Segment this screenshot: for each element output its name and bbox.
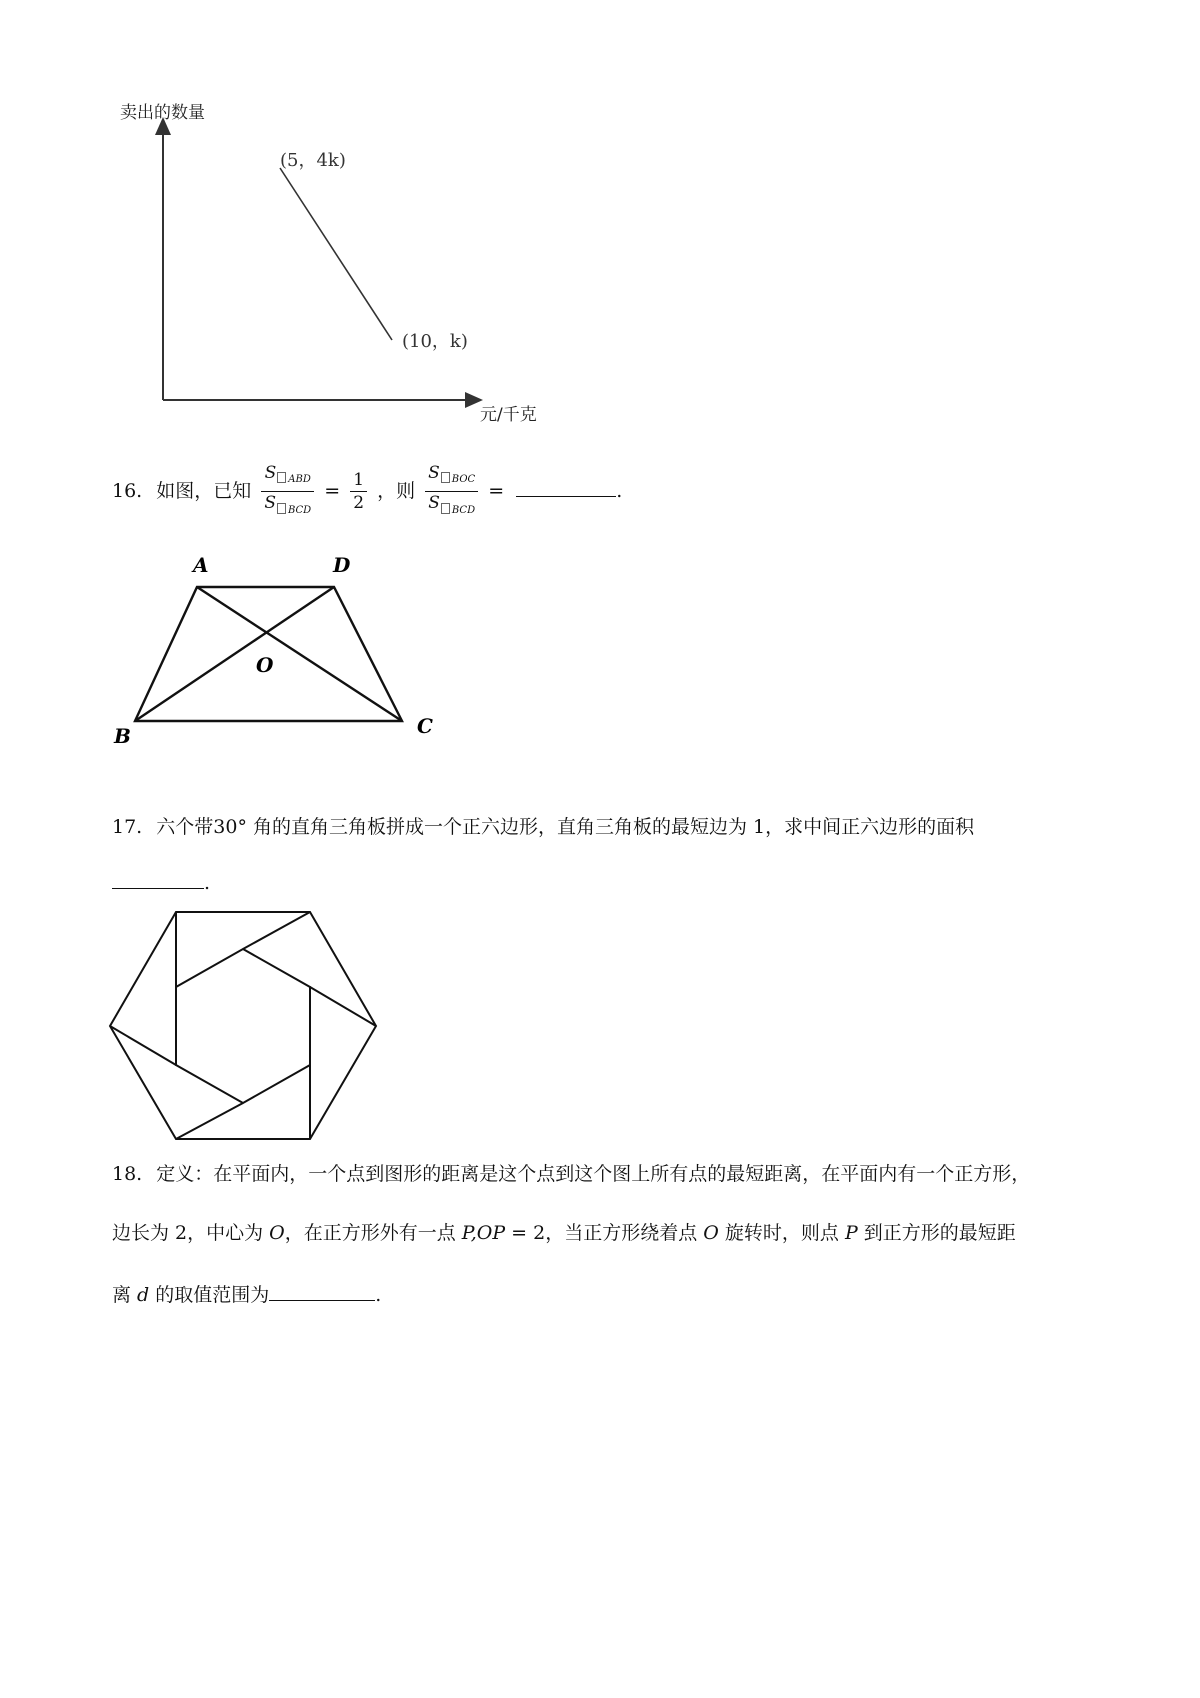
q17-number: 17. <box>112 816 143 838</box>
question-17 <box>112 818 974 837</box>
outer-hexagon <box>110 912 376 1139</box>
hexagon-figure <box>100 900 390 1150</box>
question-16: 16. 如图，已知 $\frac{S _{ABD}}{S _{BCD}}$ = $\frac{1}{2}$ ，则 $\frac{S _{BOC}}{S _{BCD}}$ = . <box>112 462 622 522</box>
point-start-label: (5，4k) <box>280 150 346 171</box>
question-18-line-1: 18. 定义：在平面内，一个点到图形的距离是这个点到这个图上所有点的最短距离，在平面内有一个正方形， <box>112 1163 1031 1185</box>
label-b: B <box>114 724 131 745</box>
diagonal-ac <box>197 587 402 721</box>
q18-answer-blank[interactable] <box>269 1282 375 1301</box>
tri-line-6 <box>110 1026 176 1065</box>
question-18-line-2: 边长为 2，中心为 O，在正方形外有一点 P,OP = 2，当正方形绕着点 O 旋转时，则点 P 到正方形的最短距 <box>112 1222 1016 1244</box>
trapezoid-figure <box>100 545 440 745</box>
demand-line <box>280 168 392 340</box>
q18-number: 18. <box>112 1163 143 1185</box>
tri-line-2 <box>243 912 310 949</box>
x-axis-label: 元/千克 <box>480 405 537 425</box>
label-c: C <box>417 714 433 738</box>
label-d: D <box>333 553 351 577</box>
q16-number: 16. <box>112 479 143 502</box>
tri-line-3 <box>310 987 376 1026</box>
y-axis-label: 卖出的数量 <box>120 103 205 123</box>
q16-fraction-2: $\frac{S _{BOC}}{S _{BCD}}$ <box>425 462 478 522</box>
tri-line-5 <box>176 1103 243 1139</box>
label-a: A <box>193 553 209 577</box>
q16-text-before: 如图，已知 <box>156 479 252 502</box>
inner-hexagon <box>176 949 310 1103</box>
q16-answer-blank[interactable] <box>516 478 616 497</box>
q17-answer-blank[interactable] <box>112 870 204 889</box>
q16-fraction-half: $\frac{1}{2}$ <box>350 469 367 514</box>
question-18-line-3: 离 d 的取值范围为 . <box>112 1284 382 1306</box>
q17-answer-line: . <box>112 870 210 893</box>
q17-text: 六个带30° 角的直角三角板拼成一个正六边形，直角三角板的最短边为 1，求中间正六边形的面积 <box>156 816 975 838</box>
q16-fraction-1: $\frac{S _{ABD}}{S _{BCD}}$ <box>261 462 314 522</box>
label-o: O <box>256 653 274 677</box>
price-quantity-graph <box>0 0 560 430</box>
point-end-label: (10，k) <box>402 331 468 352</box>
